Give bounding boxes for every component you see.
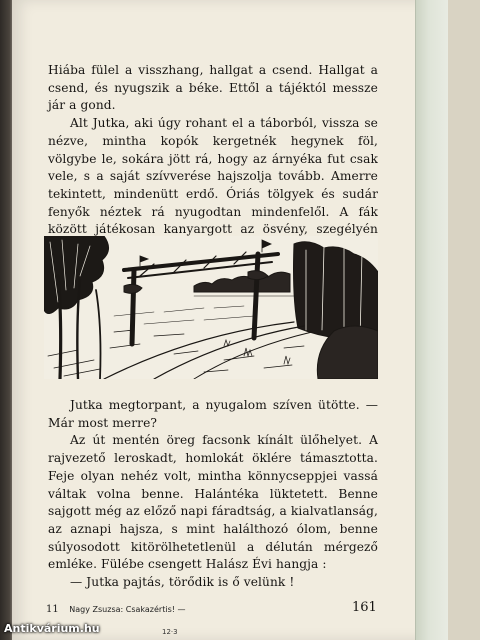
forest-sketch — [44, 236, 378, 379]
bottom-text-block — [48, 397, 378, 592]
print-code: 12·3 — [162, 628, 178, 636]
book-title-footer: Nagy Zsuzsa: Csakazértis! — — [69, 605, 186, 614]
forest-path-illustration — [44, 236, 378, 379]
paragraph: Jutka megtorpant, a nyugalom szíven ütötte. — Már most merre? — [48, 398, 378, 430]
footer-signature-line — [46, 604, 186, 615]
paragraph: Hiába fülel a visszhang, hallgat a csend. Hallgat a csend, és nyugszik a béke. Ettől a tájéktól messze jár a gond. — [48, 63, 378, 113]
page-number: 161 — [352, 600, 377, 615]
signature-number: 11 — [46, 604, 59, 615]
book-page — [12, 0, 448, 640]
page-edge-stack — [415, 0, 448, 640]
paragraph: — Jutka pajtás, törődik is ő velünk ! — [70, 575, 295, 590]
paragraph: Alt Jutka, aki úgy rohant el a táborból, vissza se nézve, mintha kopók kergetnék hegynek föl, völgybe le, sokára jött rá, hogy az árnyéka fut csak vele, s a saját szívverése hajszolja tovább. Amerre tekintett, mindenütt erdő. Óriás tölgyek és sudár fenyők néztek rá nyugodtan mindenfelől. A fák között játékosan kanyargott az ösvény, szegélyén — [48, 116, 378, 237]
watermark: Antikvárium.hu — [4, 622, 100, 635]
paragraph: Az út mentén öreg facsonk kínált ülőhelyet. A rajvezető leroskadt, homlokát öklére támasztotta. Feje olyan nehéz volt, mintha könnycseppjei vassá váltak volna benne. Halántéka lüktetett. Benne sajgott még az előző napi fáradtság, a kialvatlanság, az aznapi hajsza, s mint halálthozó ólom, benne súlyosodott kitörölhetetlenül a délután mérgező emléke. Fülébe csengett Halász Évi hangja : — [48, 433, 378, 572]
